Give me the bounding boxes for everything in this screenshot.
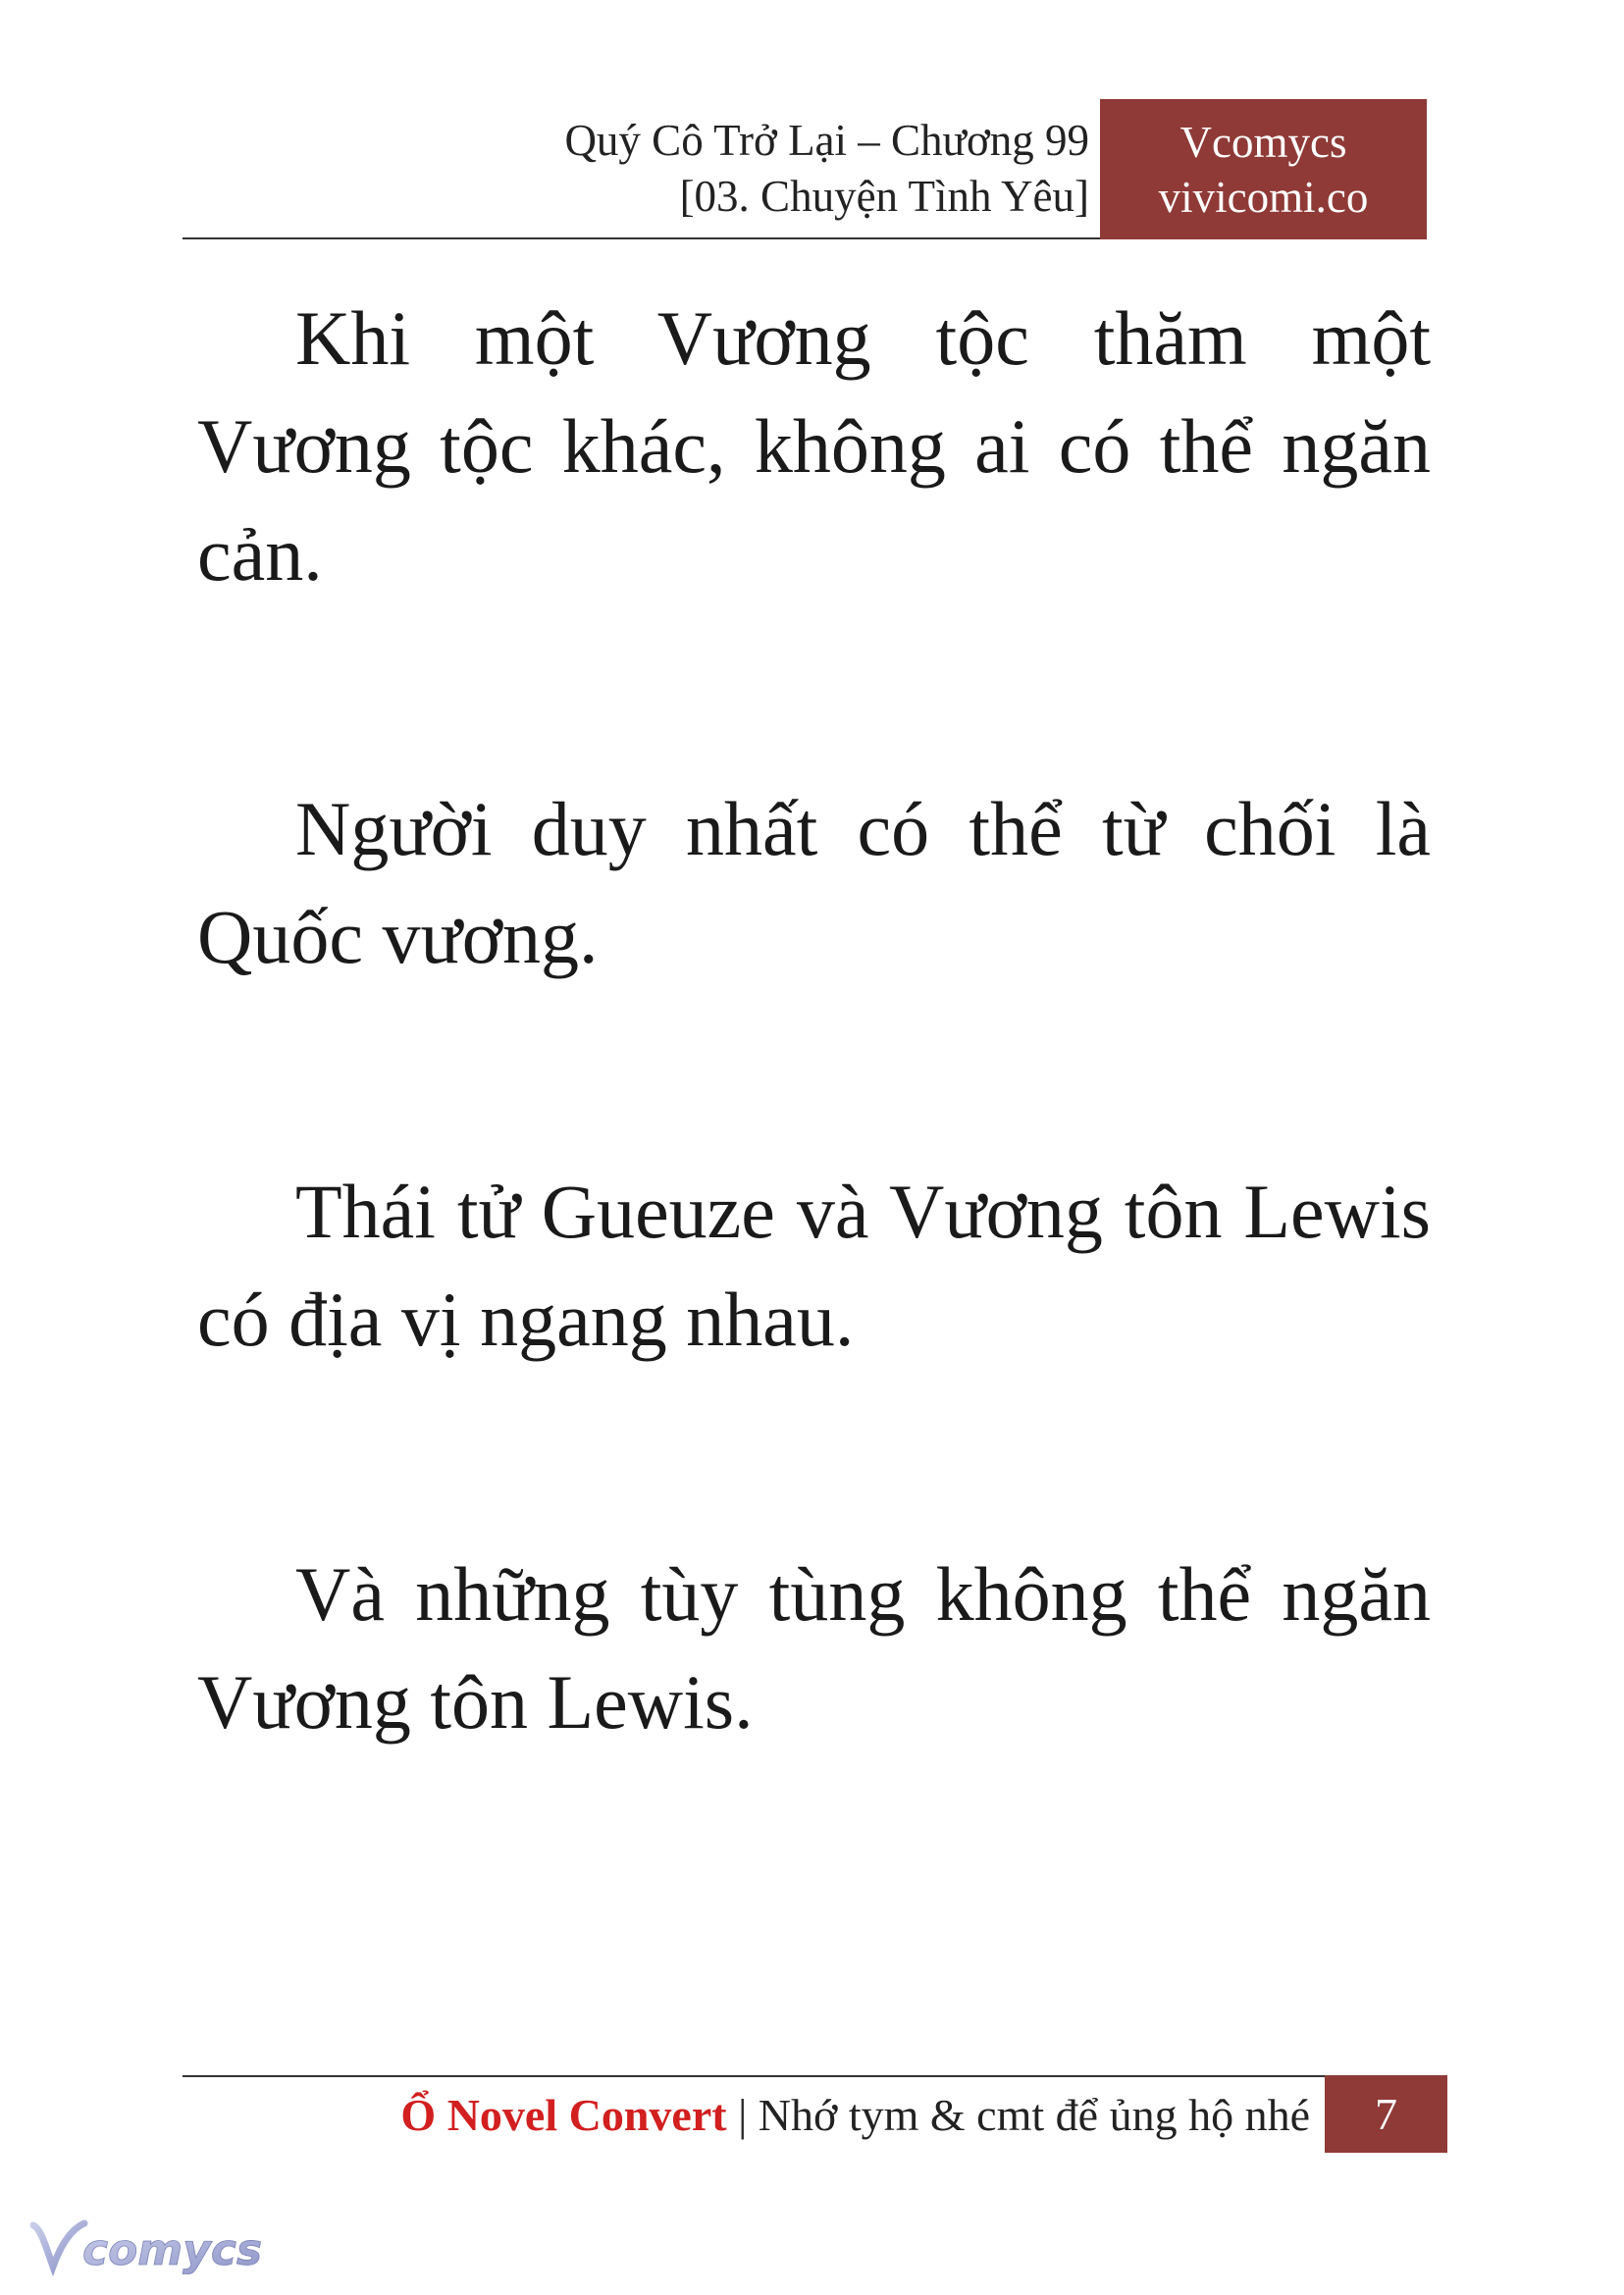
paragraph: Người duy nhất có thể từ chối là Quốc vương. bbox=[197, 786, 1431, 979]
footer-brand: Ổ Novel Convert bbox=[400, 2090, 727, 2140]
footer-note bbox=[183, 2087, 1310, 2144]
brand-name: Vcomycs bbox=[1179, 118, 1347, 167]
footer-divider bbox=[183, 2075, 1325, 2077]
paragraph: Khi một Vương tộc thăm một Vương tộc khác, không ai có thể ngăn cản. bbox=[197, 295, 1431, 597]
page-number: 7 bbox=[1325, 2075, 1447, 2153]
brand-site: vivicomi.co bbox=[1158, 173, 1369, 222]
brand-badge bbox=[1100, 99, 1427, 239]
footer-message: Nhớ tym & cmt để ủng hộ nhé bbox=[758, 2090, 1310, 2140]
chapter-header bbox=[402, 113, 1089, 225]
paragraph: Và những tùy tùng không thể ngăn Vương tôn Lewis. bbox=[197, 1551, 1431, 1745]
vcomycs-watermark-logo bbox=[27, 2216, 263, 2282]
chapter-title: Quý Cô Trở Lại – Chương 99 bbox=[564, 116, 1089, 165]
paragraph: Thái tử Gueuze và Vương tôn Lewis có địa vị ngang nhau. bbox=[197, 1169, 1431, 1362]
header-divider bbox=[183, 237, 1100, 239]
story-text bbox=[197, 285, 1431, 1756]
chapter-subtitle: [03. Chuyện Tình Yêu] bbox=[679, 172, 1089, 221]
svg-text:comycs: comycs bbox=[82, 2225, 263, 2275]
footer-separator: | bbox=[726, 2090, 759, 2140]
